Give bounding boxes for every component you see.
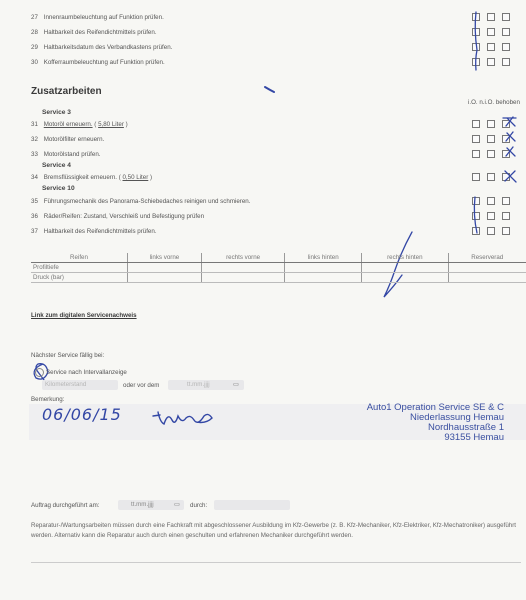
next-service-label: Nächster Service fällig bei: — [31, 352, 105, 359]
divider — [31, 562, 521, 563]
next-service-date-input[interactable] — [168, 380, 244, 390]
item-28: 28 Haltbarkeit des Reifendichtmittels prüfen. — [31, 29, 157, 36]
pen-cross-31 — [503, 117, 516, 126]
tyre-cell[interactable] — [201, 273, 284, 283]
checkbox-column-headers: i.O. n.i.O. behoben — [468, 99, 520, 106]
pen-stroke-bottom-io — [474, 197, 477, 233]
pen-cross-34 — [505, 171, 516, 182]
tyre-table — [31, 253, 526, 283]
handwritten-signature — [150, 404, 220, 430]
stamp-line-1: Auto1 Operation Service SE & C — [366, 402, 504, 413]
item-35: 35 Führungsmechanik des Panorama-Schiebedaches reinigen und schmieren. — [31, 198, 251, 205]
tyre-cell[interactable] — [285, 273, 362, 283]
tyre-row-label: Druck (bar) — [31, 273, 128, 283]
footnote: Reparatur-/Wartungsarbeiten müssen durch eine Fachkraft mit abgeschlossener Ausbildung im Kfz-Gewerbe (z. B. Kfz-Mechaniker, Kfz-Elektriker, Kfz-Mechatroniker) ausgeführt werden. Alternativ kann die Reparatur auch durch einen geschulten und erfahrenen Mechaniker durchgeführt werden. — [31, 522, 517, 539]
tyre-cell[interactable] — [285, 263, 362, 273]
tyre-row-label: Profiltiefe — [31, 263, 128, 273]
tyre-header-rechts-hinten: rechts hinten — [362, 253, 448, 263]
or-before-label: oder vor dem — [123, 382, 160, 389]
table-row — [31, 263, 526, 273]
company-stamp — [330, 403, 504, 443]
item-27: 27 Innenraumbeleuchtung auf Funktion prüfen. — [31, 14, 164, 21]
tyre-cell[interactable] — [128, 263, 202, 273]
service-4-label: Service 4 — [42, 162, 71, 169]
item-34: 34 Bremsflüssigkeit erneuern. ( 0,50 Liter ) — [31, 174, 153, 181]
tyre-header-rechts-vorne: rechts vorne — [201, 253, 284, 263]
tyre-header-links-hinten: links hinten — [285, 253, 362, 263]
stamp-line-4: 93155 Hemau — [444, 432, 504, 443]
stamp-line-2: Niederlassung Hemau — [410, 412, 504, 423]
pen-dot — [265, 87, 274, 92]
item-30: 30 Kofferraumbeleuchtung auf Funktion prüfen. — [31, 59, 165, 66]
order-done-label: Auftrag durchgeführt am: — [31, 502, 100, 509]
remarks-label: Bemerkung: — [31, 396, 65, 403]
item-29: 29 Haltbarkeitsdatum des Verbandkastens prüfen. — [31, 44, 173, 51]
stamp-line-3: Nordhausstraße 1 — [427, 422, 504, 433]
handwritten-date: 06/06/15 — [42, 405, 122, 424]
tyre-cell[interactable] — [448, 263, 526, 273]
interval-radio[interactable] — [35, 368, 44, 377]
item-36: 36 Räder/Reifen: Zustand, Verschleiß und Befestigung prüfen — [31, 213, 205, 220]
tyre-cell[interactable] — [362, 263, 448, 273]
km-input[interactable]: Kilometerstand — [42, 380, 118, 390]
tyre-cell[interactable] — [201, 263, 284, 273]
tyre-cell[interactable] — [448, 273, 526, 283]
order-by-input[interactable] — [214, 500, 290, 510]
order-by-label: durch: — [190, 502, 208, 509]
tyre-header-links-vorne: links vorne — [128, 253, 202, 263]
service-10-label: Service 10 — [42, 185, 75, 192]
interval-option-label: Service nach Intervallanzeige — [46, 369, 127, 376]
date-placeholder: tt.mm.jjjj — [187, 381, 210, 388]
item-32: 32 Motorölfilter erneuern. — [31, 136, 105, 143]
tyre-cell[interactable] — [128, 273, 202, 283]
tyre-header-reserverad: Reserverad — [448, 253, 526, 263]
pen-cross-32 — [506, 132, 515, 141]
item-37: 37 Haltbarkeit des Reifendichtmittels prüfen. — [31, 228, 157, 235]
section-title-zusatzarbeiten: Zusatzarbeiten — [31, 86, 102, 97]
order-date-placeholder: tt.mm.jjjj — [131, 501, 154, 508]
tyre-cell[interactable] — [362, 273, 448, 283]
item-33: 33 Motorölstand prüfen. — [31, 151, 101, 158]
digital-service-link[interactable]: Link zum digitalen Servicenachweis — [31, 312, 137, 319]
pen-stroke-top-io — [475, 12, 477, 70]
calendar-icon: ▭ — [233, 381, 239, 388]
order-date-input[interactable] — [118, 500, 184, 510]
calendar-icon: ▭ — [174, 501, 180, 508]
table-row — [31, 273, 526, 283]
tyre-header-reifen: Reifen — [31, 253, 128, 263]
service-3-label: Service 3 — [42, 109, 71, 116]
pen-cross-33 — [506, 147, 515, 156]
item-31: 31 Motoröl erneuern. ( 5,80 Liter ) — [31, 121, 128, 128]
